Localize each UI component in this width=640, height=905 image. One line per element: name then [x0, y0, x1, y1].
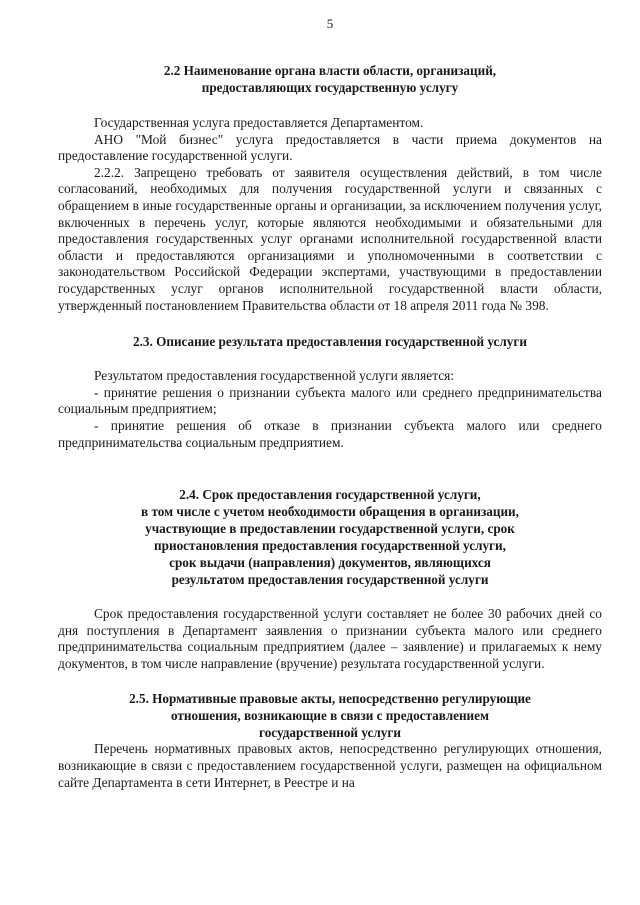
heading-line: приостановления предоставления государственной услуги, [154, 538, 506, 554]
heading-line: результатом предоставления государственной услуги [171, 572, 489, 588]
heading-line: 2.3. Описание результата предоставления государственной услуги [133, 334, 527, 350]
list-item: - принятие решения об отказе в признании субъекта малого или среднего предпринимательства социальным предприятием. [58, 417, 602, 450]
heading-line: участвующие в предоставлении государственной услуги, срок [145, 521, 515, 537]
paragraph: Результатом предоставления государственной услуги является: [94, 368, 455, 384]
paragraph: Государственная услуга предоставляется Департаментом. [94, 115, 424, 130]
heading-line: в том числе с учетом необходимости обращения в организации, [141, 504, 519, 520]
section-heading-2-3 [58, 333, 602, 350]
section-body-2-5 [58, 741, 602, 791]
section-heading-2-4 [58, 486, 602, 588]
heading-line: 2.5. Нормативные правовые акты, непосредственно регулирующие [129, 691, 531, 707]
section-heading-2-2 [58, 62, 602, 96]
heading-line: государственной услуги [259, 725, 401, 741]
heading-line: 2.2 Наименование органа власти области, организаций, [163, 63, 497, 78]
paragraph: АНО "Мой бизнес" услуга предоставляется в части приема документов на предоставление государственной услуги. [58, 131, 602, 164]
section-body-2-3 [58, 368, 602, 451]
paragraph: Срок предоставления государственной услуги составляет не более 30 рабочих дней со дня поступления в Департамент заявления о признании субъекта малого или среднего предпринимательства социальным предприятием (далее – заявление) и прилагаемых к нему документов, в том числе направление (вручение) результата государственной услуги. [58, 606, 602, 671]
paragraph: 2.2.2. Запрещено требовать от заявителя осуществления действий, в том числе согласований, необходимых для получения государственной услуги и связанных с обращением в иные государственные органы и организации, за исключением получения услуг, включенных в перечень услуг, которые являются необходимыми и обязательными для предоставления государственных услуг органами исполнительной государственной власти области и предоставляются организациями и уполномоченными в соответствии с законодательством Российской Федерации экспертами, участвующими в предоставлении государственных услуг органов исполнительной государственной власти области, утвержденный постановлением Правительства области от 18 апреля 2011 года № 398. [58, 164, 602, 313]
section-heading-2-5 [58, 690, 602, 741]
heading-line: срок выдачи (направления) документов, являющихся [169, 555, 491, 571]
section-body-2-4 [58, 606, 602, 672]
section-body-2-2 [58, 115, 602, 314]
paragraph: Перечень нормативных правовых актов, непосредственно регулирующих отношения, возникающие в связи с предоставлением государственной услуги, размещен на официальном сайте Департамента в сети Интернет, в Реестре и на [58, 741, 602, 790]
page-number: 5 [326, 16, 334, 31]
list-item: - принятие решения о признании субъекта малого или среднего предпринимательства социальным предприятием; [58, 384, 602, 417]
heading-line: отношения, возникающие в связи с предоставлением [171, 708, 489, 724]
heading-line: предоставляющих государственную услугу [201, 80, 459, 95]
heading-line: 2.4. Срок предоставления государственной услуги, [179, 487, 481, 503]
